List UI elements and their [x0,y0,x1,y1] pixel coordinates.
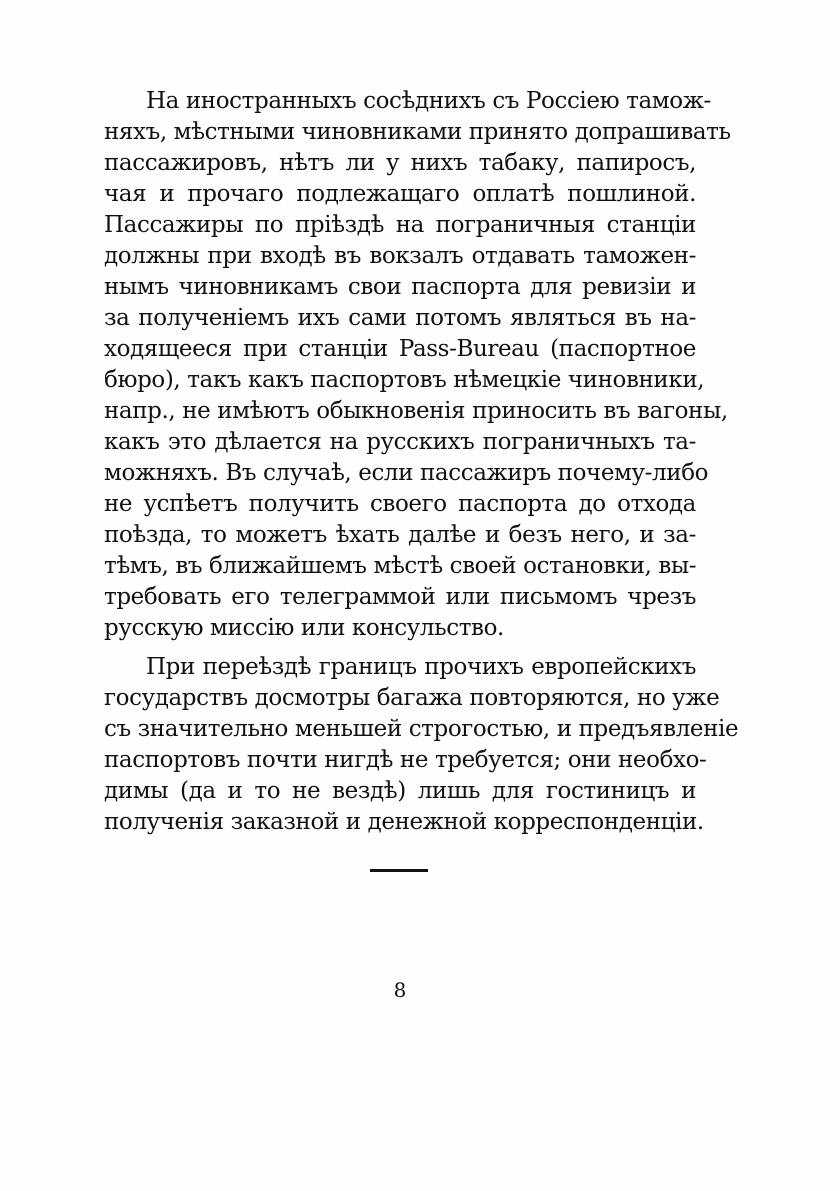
text-line: Пассажиры по пріѣздѣ на пограничныя станціи [104,212,696,238]
text-line: пассажировъ, нѣтъ ли у нихъ табаку, папиросъ, [104,150,696,176]
text-line: можняхъ. Въ случаѣ, если пассажиръ почему-либо [104,460,709,486]
text-line: съ значительно меньшей строгостью, и предъявленіе [104,716,739,742]
text-line: няхъ, мѣстными чиновниками принято допрашивать [104,119,731,145]
body-text [104,86,739,838]
section-separator-rule [370,869,428,872]
text-line: государствъ досмотры багажа повторяются, но уже [104,685,720,711]
text-line: поѣзда, то можетъ ѣхать далѣе и безъ него, и за- [104,522,696,548]
text-line: русскую миссію или консульство. [104,615,504,641]
text-line: димы (да и то не вездѣ) лишь для гостиницъ и [104,778,696,804]
text-line: ходящееся при станціи Pass-Bureau (паспортное [104,336,696,362]
paragraph-customs-inspection [104,86,731,644]
text-line: паспортовъ почти нигдѣ не требуется; они необхо- [104,747,707,773]
text-line: какъ это дѣлается на русскихъ пограничныхъ та- [104,429,696,455]
text-line: нымъ чиновникамъ свои паспорта для ревизіи и [104,274,696,300]
paragraph-gap [104,644,696,652]
text-line: При переѣздѣ границъ прочихъ европейскихъ [146,654,696,680]
paragraph-european-borders [104,652,739,838]
text-line: напр., не имѣютъ обыкновенія приносить въ вагоны, [104,398,728,424]
text-line: чая и прочаго подлежащаго оплатѣ пошлиной. [104,181,696,207]
text-line: бюро), такъ какъ паспортовъ нѣмецкіе чиновники, [104,367,705,393]
text-line: тѣмъ, въ ближайшемъ мѣстѣ своей остановки, вы- [104,553,697,579]
text-line: На иностранныхъ сосѣднихъ съ Россіею тамож- [146,88,711,114]
text-line: должны при входѣ въ вокзалъ отдавать таможен- [104,243,696,269]
text-line: не успѣетъ получить своего паспорта до отхода [104,491,696,517]
text-line: требовать его телеграммой или письмомъ чрезъ [104,584,696,610]
page-number: 8 [393,978,407,1002]
text-line: полученія заказной и денежной корреспонденціи. [104,809,704,835]
text-line: за полученіемъ ихъ сами потомъ являться въ на- [104,305,696,331]
